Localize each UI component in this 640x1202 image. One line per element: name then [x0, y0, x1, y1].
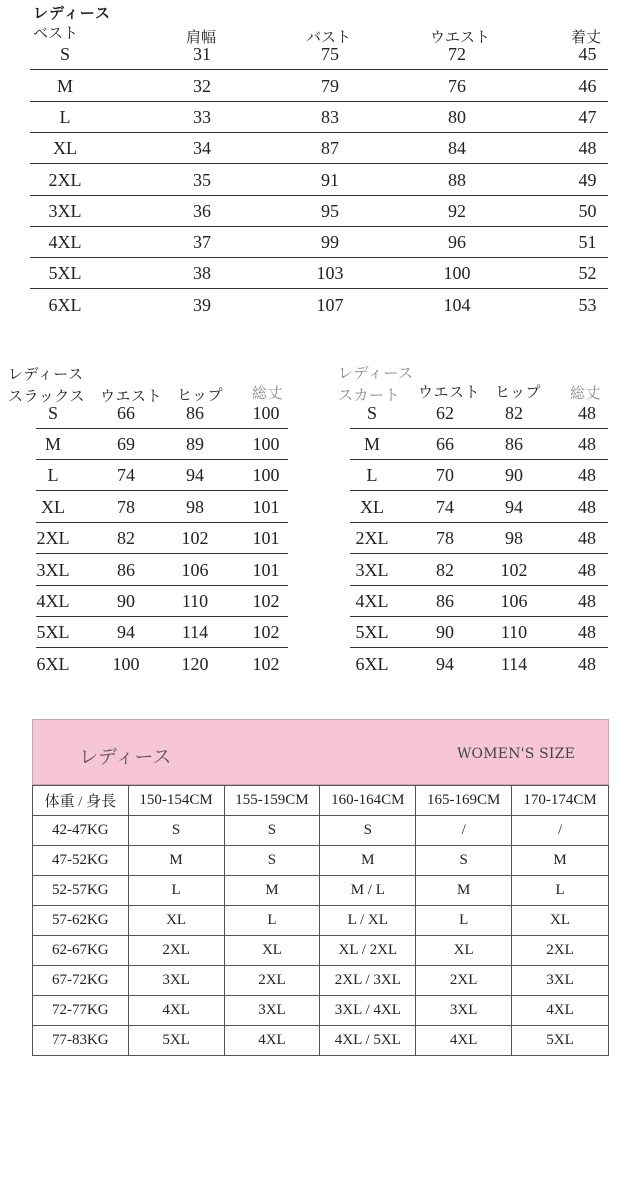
women-grid-height-header: 160-164CM — [320, 786, 416, 816]
skirt-header-waist: ウエスト — [418, 383, 481, 401]
women-grid-size: 4XL / 5XL — [320, 1026, 416, 1056]
women-grid-size: 4XL — [224, 1026, 320, 1056]
table-row — [33, 936, 609, 966]
skirt-cell: 102 — [500, 560, 528, 580]
pants-cell: 102 — [181, 528, 209, 548]
women-grid-weight: 57-62KG — [33, 906, 129, 936]
vest-cell: 103 — [316, 263, 344, 283]
women-grid-size: 2XL — [512, 936, 609, 966]
pants-cell: 74 — [117, 465, 135, 485]
women-grid-height-header: 165-169CM — [416, 786, 512, 816]
pants-cell: 101 — [252, 497, 280, 517]
skirt-cell: 94 — [436, 654, 454, 674]
vest-header-length: 着丈 — [571, 28, 602, 46]
pants-cell: 94 — [186, 465, 204, 485]
vest-row-divider — [30, 101, 608, 102]
women-grid-size: / — [512, 816, 609, 846]
skirt-cell: XL — [360, 497, 384, 517]
table-row — [33, 876, 609, 906]
vest-cell: 32 — [193, 76, 211, 96]
pants-cell: XL — [41, 497, 65, 517]
pants-row-divider — [36, 428, 288, 429]
vest-cell: 95 — [321, 201, 339, 221]
skirt-cell: 48 — [578, 622, 596, 642]
women-grid-weight: 47-52KG — [33, 846, 129, 876]
pants-cell: S — [47, 403, 58, 423]
skirt-cell: 90 — [436, 622, 454, 642]
vest-cell: 84 — [448, 138, 466, 158]
women-grid-size: 5XL — [128, 1026, 224, 1056]
skirt-cell: 48 — [578, 403, 596, 423]
pants-cell: 4XL — [36, 591, 70, 611]
women-grid-size: 4XL — [128, 996, 224, 1026]
pants-row-divider — [36, 459, 288, 460]
skirt-cell: 62 — [436, 403, 454, 423]
women-grid-size: M — [512, 846, 609, 876]
vest-cell: 104 — [443, 295, 471, 315]
pants-cell: 2XL — [36, 528, 70, 548]
table-row — [33, 906, 609, 936]
women-grid-size: 4XL — [416, 1026, 512, 1056]
women-grid-weight: 42-47KG — [33, 816, 129, 846]
vest-size-table — [0, 0, 640, 330]
women-grid-weight: 67-72KG — [33, 966, 129, 996]
vest-cell: 5XL — [48, 263, 82, 283]
women-grid-size: 3XL — [416, 996, 512, 1026]
vest-cell: 2XL — [48, 170, 82, 190]
vest-cell: S — [59, 44, 70, 64]
pants-cell: 82 — [117, 528, 135, 548]
pants-cell: 120 — [181, 654, 209, 674]
pants-title-line1: レディース — [8, 365, 84, 383]
skirt-row-divider — [350, 647, 608, 648]
women-grid-size: 2XL — [128, 936, 224, 966]
skirt-cell: 48 — [578, 560, 596, 580]
pants-row-divider — [36, 585, 288, 586]
skirt-cell: 110 — [500, 622, 528, 642]
pants-header-hip: ヒップ — [177, 386, 224, 404]
women-grid-size: 4XL — [512, 996, 609, 1026]
vest-cell: 53 — [578, 295, 597, 315]
vest-cell: 50 — [578, 201, 597, 221]
women-grid-size: 5XL — [512, 1026, 609, 1056]
women-size-grid — [32, 785, 609, 1056]
women-grid-size: L — [224, 906, 320, 936]
pants-row-divider — [36, 616, 288, 617]
vest-cell: 52 — [578, 263, 597, 283]
pants-cell: 86 — [186, 403, 204, 423]
skirt-cell: 86 — [436, 591, 454, 611]
vest-cell: 96 — [448, 232, 466, 252]
skirt-row-divider — [350, 616, 608, 617]
women-grid-weight: 72-77KG — [33, 996, 129, 1026]
skirt-cell: 6XL — [355, 654, 389, 674]
pants-row-divider — [36, 490, 288, 491]
women-grid-size: S — [128, 816, 224, 846]
women-grid-weight: 62-67KG — [33, 936, 129, 966]
women-grid-header-row — [33, 786, 609, 816]
women-grid-height-header: 155-159CM — [224, 786, 320, 816]
vest-title-line1: レディース — [33, 4, 112, 22]
pants-cell: 102 — [252, 622, 280, 642]
women-grid-size: L — [512, 876, 609, 906]
skirt-row-divider — [350, 522, 608, 523]
skirt-cell: M — [363, 434, 380, 454]
pants-cell: 101 — [252, 560, 280, 580]
women-grid-size: XL — [128, 906, 224, 936]
pants-cell: 78 — [117, 497, 135, 517]
vest-row-divider — [30, 257, 608, 258]
vest-cell: XL — [53, 138, 77, 158]
vest-cell: 38 — [193, 263, 211, 283]
women-grid-size: M — [320, 846, 416, 876]
pants-cell: 3XL — [36, 560, 70, 580]
table-row — [33, 966, 609, 996]
table-row — [33, 816, 609, 846]
vest-cell: 91 — [321, 170, 339, 190]
vest-row-divider — [30, 69, 608, 70]
pants-cell: 86 — [117, 560, 135, 580]
table-row — [33, 1026, 609, 1056]
women-grid-weight: 52-57KG — [33, 876, 129, 906]
women-grid-size: 2XL — [224, 966, 320, 996]
women-grid-size: M — [128, 846, 224, 876]
vest-cell: 48 — [578, 138, 597, 158]
skirt-cell: 48 — [578, 465, 596, 485]
vest-row-divider — [30, 226, 608, 227]
vest-cell: 51 — [578, 232, 597, 252]
skirt-cell: 3XL — [355, 560, 389, 580]
vest-cell: 45 — [578, 44, 597, 64]
table-row — [33, 996, 609, 1026]
skirt-cell: 94 — [505, 497, 523, 517]
skirt-row-divider — [350, 490, 608, 491]
skirt-cell: 48 — [578, 528, 596, 548]
pants-cell: 98 — [186, 497, 204, 517]
vest-cell: 107 — [316, 295, 344, 315]
vest-row-divider — [30, 132, 608, 133]
vest-cell: 49 — [578, 170, 597, 190]
women-grid-height-header: 170-174CM — [512, 786, 609, 816]
vest-header-shoulder: 肩幅 — [186, 28, 217, 46]
vest-title-line2: ベスト — [33, 24, 79, 42]
skirt-title-line1: レディース — [338, 364, 414, 382]
vest-row-divider — [30, 288, 608, 289]
women-grid-size: L / XL — [320, 906, 416, 936]
pants-cell: 6XL — [36, 654, 70, 674]
pants-header-waist: ウエスト — [100, 387, 163, 405]
vest-header-bust: バスト — [306, 28, 352, 46]
pants-cell: 89 — [186, 434, 204, 454]
pants-cell: 100 — [252, 465, 280, 485]
pants-cell: 90 — [117, 591, 135, 611]
vest-cell: 87 — [321, 138, 339, 158]
vest-cell: 47 — [578, 107, 597, 127]
women-grid-size: 3XL / 4XL — [320, 996, 416, 1026]
vest-row-divider — [30, 195, 608, 196]
women-grid-size: S — [224, 846, 320, 876]
vest-cell: 36 — [193, 201, 211, 221]
skirt-cell: 82 — [436, 560, 454, 580]
skirt-cell: 74 — [436, 497, 454, 517]
vest-cell: 39 — [193, 295, 211, 315]
women-grid-size: XL — [512, 906, 609, 936]
skirt-header-length: 総丈 — [570, 384, 602, 402]
pants-cell: 100 — [252, 403, 280, 423]
pants-cell: 69 — [117, 434, 135, 454]
pants-row-divider — [36, 553, 288, 554]
vest-cell: 35 — [193, 170, 211, 190]
pants-header-length: 総丈 — [252, 384, 284, 402]
pants-cell: 114 — [181, 622, 209, 642]
vest-cell: 33 — [193, 107, 211, 127]
pants-size-table — [0, 360, 310, 690]
skirt-cell: S — [366, 403, 377, 423]
pants-cell: 102 — [252, 654, 280, 674]
vest-cell: 79 — [321, 76, 339, 96]
women-grid-size: M — [416, 876, 512, 906]
pants-cell: 102 — [252, 591, 280, 611]
pants-row-divider — [36, 522, 288, 523]
skirt-size-table — [330, 360, 640, 690]
skirt-cell: 78 — [436, 528, 454, 548]
pants-row-divider — [36, 647, 288, 648]
vest-cell: 3XL — [48, 201, 82, 221]
skirt-row-divider — [350, 553, 608, 554]
pants-cell: 66 — [117, 403, 135, 423]
skirt-row-divider — [350, 459, 608, 460]
women-grid-size: 2XL — [416, 966, 512, 996]
skirt-row-divider — [350, 428, 608, 429]
vest-cell: 92 — [448, 201, 466, 221]
skirt-title-line2: スカート — [338, 386, 401, 404]
vest-cell: 6XL — [48, 295, 82, 315]
women-grid-size: S — [416, 846, 512, 876]
women-grid-size: 3XL — [128, 966, 224, 996]
women-grid-size: S — [320, 816, 416, 846]
skirt-cell: 48 — [578, 434, 596, 454]
women-grid-size: XL — [224, 936, 320, 966]
skirt-row-divider — [350, 585, 608, 586]
vest-cell: M — [56, 76, 73, 96]
vest-cell: 100 — [443, 263, 471, 283]
pants-cell: 100 — [252, 434, 280, 454]
women-grid-size: 3XL — [224, 996, 320, 1026]
women-grid-size: L — [416, 906, 512, 936]
skirt-cell: 86 — [505, 434, 523, 454]
pants-cell: 100 — [112, 654, 140, 674]
women-grid-size: M — [224, 876, 320, 906]
vest-cell: L — [59, 107, 71, 127]
vest-cell: 75 — [321, 44, 339, 64]
women-subtitle: WOMEN'S SIZE — [456, 746, 575, 762]
women-grid-corner: 体重 / 身長 — [33, 786, 129, 816]
women-grid-size: 3XL — [512, 966, 609, 996]
women-grid-size: XL — [416, 936, 512, 966]
pants-cell: 110 — [181, 591, 209, 611]
skirt-cell: L — [366, 465, 378, 485]
skirt-cell: 4XL — [355, 591, 389, 611]
skirt-header-hip: ヒップ — [495, 383, 542, 401]
vest-cell: 83 — [321, 107, 339, 127]
skirt-cell: 5XL — [355, 622, 389, 642]
vest-cell: 99 — [321, 232, 339, 252]
skirt-cell: 106 — [500, 591, 528, 611]
pants-cell: L — [47, 465, 59, 485]
women-size-chart — [32, 719, 609, 1058]
skirt-cell: 70 — [436, 465, 454, 485]
women-grid-size: 2XL / 3XL — [320, 966, 416, 996]
vest-cell: 80 — [448, 107, 466, 127]
pants-title-line2: スラックス — [8, 387, 86, 405]
women-title: レディース — [79, 746, 172, 768]
vest-header-waist: ウエスト — [430, 28, 491, 46]
vest-cell: 88 — [448, 170, 466, 190]
pants-cell: 94 — [117, 622, 135, 642]
women-grid-height-header: 150-154CM — [128, 786, 224, 816]
vest-row-divider — [30, 163, 608, 164]
vest-cell: 4XL — [48, 232, 82, 252]
pants-cell: 106 — [181, 560, 209, 580]
pants-cell: 5XL — [36, 622, 70, 642]
skirt-cell: 66 — [436, 434, 454, 454]
vest-cell: 37 — [193, 232, 211, 252]
skirt-cell: 2XL — [355, 528, 389, 548]
pants-cell: M — [44, 434, 61, 454]
vest-cell: 72 — [448, 44, 466, 64]
vest-cell: 31 — [193, 44, 211, 64]
women-grid-size: M / L — [320, 876, 416, 906]
women-grid-weight: 77-83KG — [33, 1026, 129, 1056]
vest-cell: 46 — [578, 76, 597, 96]
skirt-cell: 98 — [505, 528, 523, 548]
women-grid-size: / — [416, 816, 512, 846]
skirt-cell: 114 — [500, 654, 528, 674]
skirt-cell: 48 — [578, 591, 596, 611]
women-size-header-band — [32, 719, 609, 785]
women-grid-size: L — [128, 876, 224, 906]
vest-cell: 34 — [193, 138, 211, 158]
skirt-cell: 48 — [578, 654, 596, 674]
pants-cell: 101 — [252, 528, 280, 548]
skirt-cell: 82 — [505, 403, 523, 423]
vest-cell: 76 — [448, 76, 466, 96]
table-row — [33, 846, 609, 876]
women-grid-size: S — [224, 816, 320, 846]
skirt-cell: 48 — [578, 497, 596, 517]
women-grid-size: XL / 2XL — [320, 936, 416, 966]
skirt-cell: 90 — [505, 465, 523, 485]
